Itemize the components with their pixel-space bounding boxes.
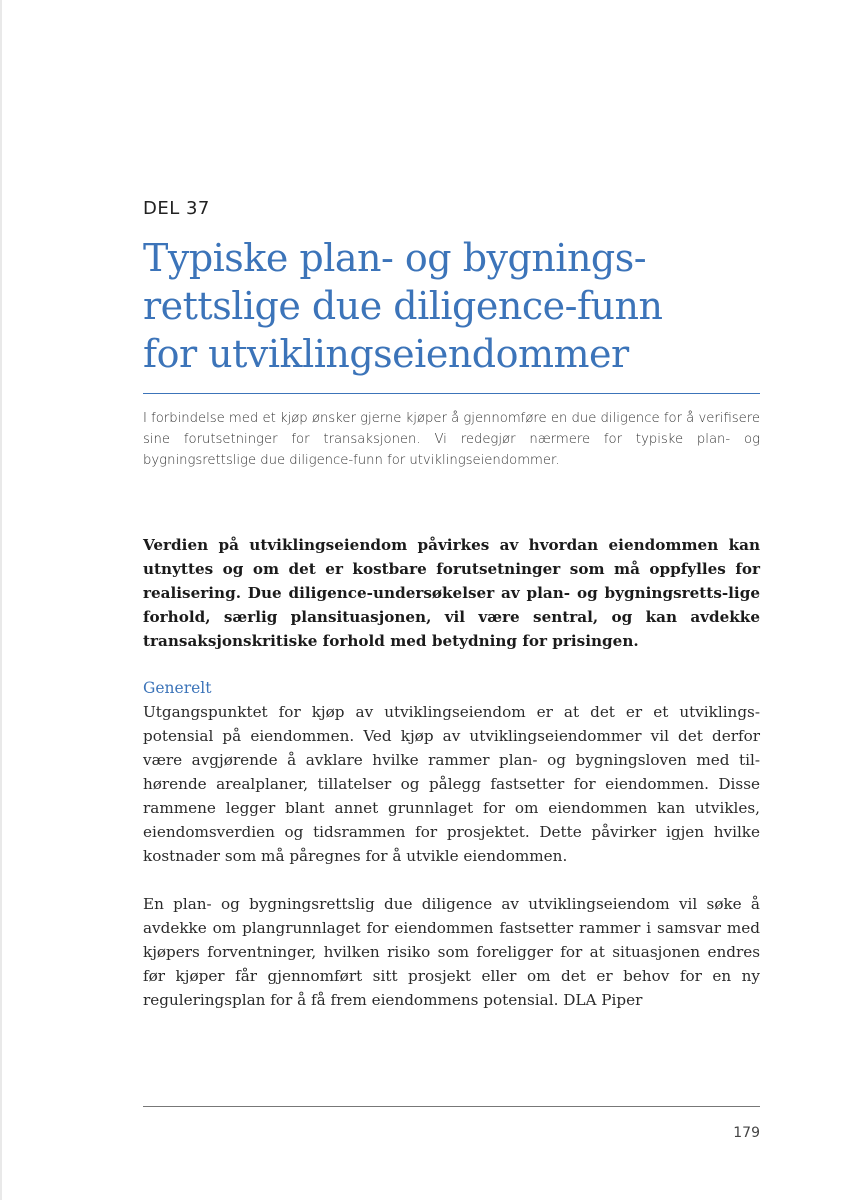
title-divider xyxy=(143,393,760,394)
section-heading: Generelt xyxy=(143,679,212,697)
lead-paragraph: Verdien på utviklingseiendom påvirkes av hvordan eiendommen kan utnyttes og om det er kostbare forutsetninger som må oppfylles for realisering. Due diligence-undersøkelser av plan- og bygningsretts-lige forhold, særlig plansituasjonen, vil være sentral, og kan avdekke transaksjonskritiske forhold med betydning for prisingen. xyxy=(143,536,760,650)
page-edge xyxy=(0,0,2,1200)
title-line-2: rettslige due diligence-funn xyxy=(143,284,663,328)
title-line-3: for utviklingseiendommer xyxy=(143,332,629,376)
title-line-1: Typiske plan- og bygnings- xyxy=(143,236,647,280)
page-title xyxy=(143,234,760,378)
body-paragraph-2: En plan- og bygningsrettslig due diligence av utviklingseiendom vil søke å avdekke om plangrunnlaget for eiendommen fastsetter rammer i samsvar med kjøpers forventninger, hvilken risiko som foreligger for at situasjonen endres før kjøper får gjennomført sitt prosjekt eller om det er behov for en ny reguleringsplan for å få frem eiendommens potensial. DLA Piper xyxy=(143,895,760,1009)
part-label: DEL 37 xyxy=(143,198,210,219)
body-paragraph-1: Utgangspunktet for kjøp av utviklingseiendom er at det er et utviklings-potensial på eiendommen. Ved kjøp av utviklingseiendommer vil det derfor være avgjørende å avklare hvilke rammer plan- og bygningsloven med til-hørende arealplaner, tillatelser og pålegg fastsetter for eiendommen. Disse rammene legger blant annet grunnlaget for om eiendommen kan utvikles, eiendomsverdien og tidsrammen for prosjektet. Dette påvirker igjen hvilke kostnader som må påregnes for å utvikle eiendommen. xyxy=(143,703,760,865)
article xyxy=(143,196,760,1012)
intro-text: I forbindelse med et kjøp ønsker gjerne kjøper å gjennomføre en due diligence for å verifisere sine forutsetninger for transaksjonen. Vi redegjør nærmere for typiske plan- og bygningsrettslige due diligence-funn for utviklingseiendommer. xyxy=(143,411,760,468)
footer-divider xyxy=(143,1106,760,1107)
page-number: 179 xyxy=(733,1125,760,1141)
